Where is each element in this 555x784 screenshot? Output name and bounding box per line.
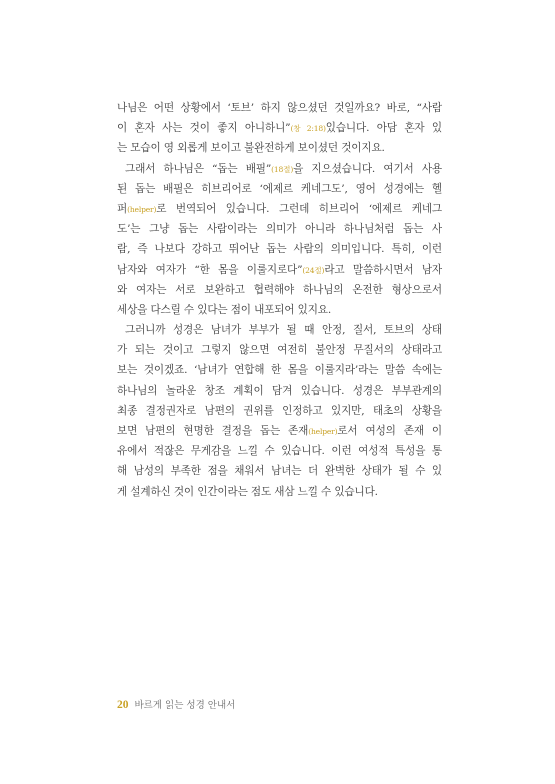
text-line [117, 441, 442, 461]
text-line [117, 199, 442, 219]
text-line [117, 360, 442, 380]
text-segment: 해 남성의 부족한 점을 채워서 남녀는 더 완벽한 상태가 될 수 있 [117, 465, 442, 478]
text-line [117, 159, 442, 179]
text-segment: 유에서 적잖은 무게감을 느낄 수 있습니다. 이런 여성적 특성을 통 [117, 445, 442, 458]
text-line [117, 179, 442, 199]
text-segment: 로 번역되어 있습니다. 그런데 히브리어 ‘에제르 케네그 [156, 202, 442, 215]
scripture-reference: (창 2:18) [290, 124, 326, 134]
text-line [117, 340, 442, 360]
scripture-reference: (helper) [127, 204, 157, 214]
text-segment: 된 돕는 배필은 히브리어로 ‘에제르 케네그도’, 영어 성경에는 헬 [117, 182, 442, 195]
text-segment: 로서 여성의 존재 이 [337, 425, 442, 437]
text-segment: 와 여자는 서로 보완하고 협력해야 하나님의 온전한 형상으로서 [117, 283, 442, 296]
text-line [117, 300, 442, 320]
scripture-reference: (helper) [308, 427, 338, 436]
text-segment: 람, 즉 나보다 강하고 뛰어난 돕는 사람의 의미입니다. 특히, 이런 [117, 243, 442, 256]
text-line [117, 118, 442, 138]
text-line [117, 482, 442, 502]
text-line [117, 421, 442, 441]
text-segment: 보는 것이겠죠. ‘남녀가 연합해 한 몸을 이룰지라’라는 말씀 속에는 [117, 364, 442, 377]
text-segment: 나님은 어떤 상황에서 ‘토브’ 하지 않으셨던 것일까요? 바로, “사람 [117, 102, 442, 114]
text-segment: 남자와 여자가 “한 몸을 이룰지로다” [117, 263, 303, 276]
text-segment: 하나님의 놀라운 창조 계획이 담겨 있습니다. 성경은 부부관계의 [117, 384, 442, 397]
text-segment: 보면 남편의 현명한 결정을 돕는 존재 [117, 425, 309, 437]
text-segment: 있습니다. 아담 혼자 있 [325, 122, 442, 135]
text-line [117, 280, 442, 300]
text-line [117, 381, 442, 401]
text-segment: 을 지으셨습니다. 여기서 사용 [293, 162, 443, 175]
text-line [117, 461, 442, 481]
text-segment: 퍼 [117, 202, 128, 215]
text-line [117, 401, 442, 421]
text-line [117, 239, 442, 259]
text-segment: 는 모습이 영 외롭게 보이고 불완전하게 보이셨던 것이지요. [117, 142, 385, 155]
scripture-reference: (18절) [271, 164, 294, 174]
text-segment: 이 혼자 사는 것이 좋지 아니하니” [117, 122, 291, 135]
body-text [117, 98, 442, 502]
text-segment: 그래서 하나님은 “돕는 배필” [125, 162, 272, 175]
text-segment: 세상을 다스릴 수 있다는 점이 내포되어 있지요. [117, 303, 332, 316]
text-segment: 최종 결정권자로 남편의 권위를 인정하고 있지만, 태초의 상황을 [117, 404, 442, 417]
paragraph [117, 320, 442, 502]
paragraph [117, 159, 442, 321]
text-segment: 가 되는 것이고 그렇지 않으면 여전히 불안정 무질서의 상태라고 [117, 344, 442, 357]
text-line [117, 98, 442, 118]
text-segment: 라고 말씀하시면서 남자 [324, 263, 442, 276]
text-segment: 도’는 그냥 돕는 사람이라는 의미가 아니라 하나님처럼 돕는 사 [117, 223, 442, 236]
text-line [117, 219, 442, 239]
text-segment: 그러니까 성경은 남녀가 부부가 될 때 안정, 질서, 토브의 상태 [125, 324, 442, 337]
text-line [117, 320, 442, 340]
paragraph [117, 98, 442, 159]
scripture-reference: (24절) [302, 265, 325, 275]
running-title: 바르게 읽는 성경 안내서 [134, 700, 236, 711]
text-line [117, 260, 442, 280]
page-footer [117, 697, 235, 711]
page-number: 20 [117, 699, 129, 711]
text-segment: 게 설계하신 것이 인간이라는 점도 새삼 느낄 수 있습니다. [117, 485, 378, 498]
text-line [117, 138, 442, 158]
